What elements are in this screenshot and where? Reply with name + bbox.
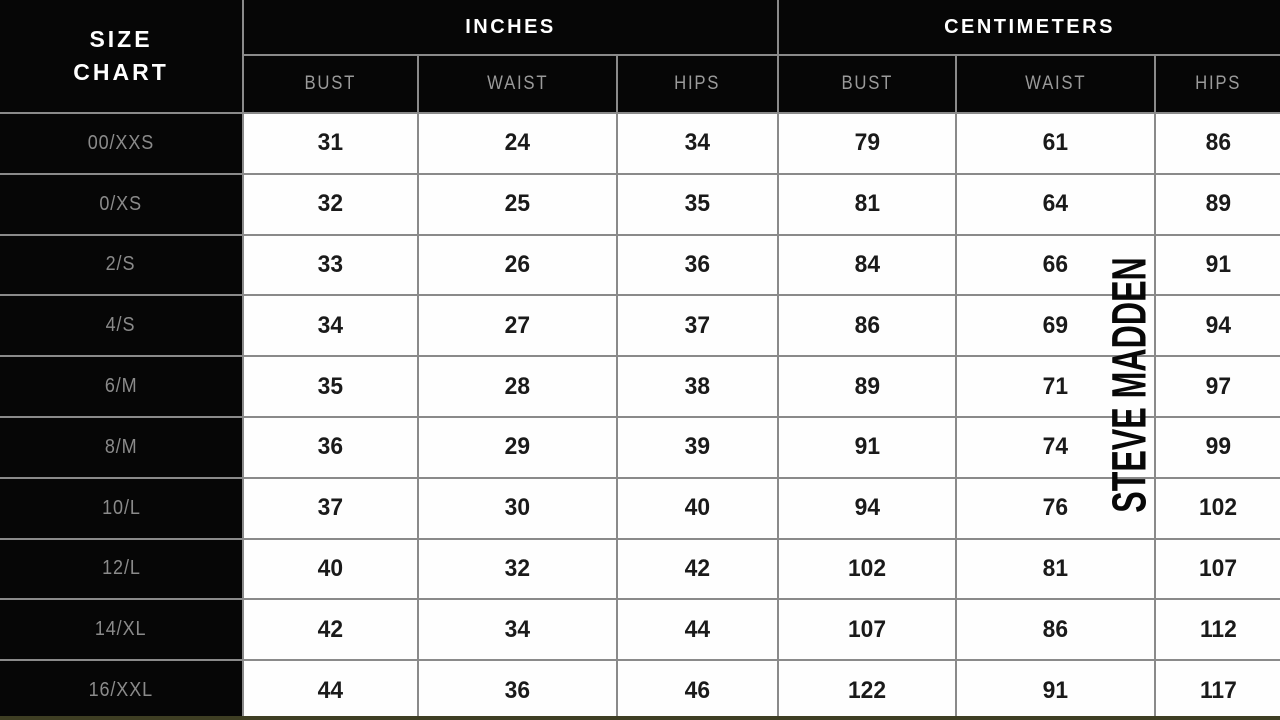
cell-value: 44 <box>684 615 711 643</box>
table-cell <box>957 540 1154 599</box>
row-label-10l <box>0 479 242 538</box>
row-label-4s <box>0 296 242 355</box>
cell-value: 40 <box>317 554 344 582</box>
row-label-8m <box>0 418 242 477</box>
table-cell <box>1156 479 1280 538</box>
column-header-label: BUST <box>841 73 893 94</box>
table-cell <box>618 600 777 659</box>
cell-value: 94 <box>854 494 880 522</box>
cell-value: 30 <box>504 494 531 522</box>
row-label-6m <box>0 357 242 416</box>
row-label-2s <box>0 236 242 295</box>
table-cell <box>419 357 616 416</box>
row-label-text: 8/M <box>104 435 138 458</box>
row-label-text: 6/M <box>104 375 138 398</box>
cell-value: 86 <box>1042 615 1069 643</box>
cell-value: 74 <box>1042 433 1069 461</box>
table-cell <box>244 661 417 720</box>
table-cell <box>618 236 777 295</box>
column-group-inches <box>244 0 777 54</box>
cell-value: 81 <box>1042 554 1069 582</box>
table-cell <box>244 540 417 599</box>
column-group-centimeters <box>779 0 1280 54</box>
table-cell <box>419 175 616 234</box>
table-cell <box>419 540 616 599</box>
cell-value: 89 <box>1205 190 1231 218</box>
cell-value: 31 <box>317 129 344 157</box>
table-cell <box>1156 236 1280 295</box>
cell-value: 99 <box>1205 433 1231 461</box>
cell-value: 76 <box>1042 494 1069 522</box>
table-cell <box>244 479 417 538</box>
table-cell <box>779 357 955 416</box>
cell-value: 37 <box>684 311 711 339</box>
cell-value: 36 <box>504 676 531 704</box>
table-cell <box>957 175 1154 234</box>
table-cell <box>244 114 417 173</box>
cell-value: 102 <box>847 554 887 582</box>
cell-value: 40 <box>684 494 711 522</box>
cell-value: 94 <box>1205 311 1231 339</box>
cell-value: 107 <box>1198 554 1238 582</box>
cell-value: 89 <box>854 372 880 400</box>
bottom-strip-divider <box>0 716 1280 720</box>
cell-value: 79 <box>854 129 880 157</box>
table-cell <box>779 418 955 477</box>
table-cell <box>244 296 417 355</box>
table-cell <box>957 600 1154 659</box>
cell-value: 66 <box>1042 250 1069 278</box>
cell-value: 33 <box>317 250 344 278</box>
row-label-text: 0/XS <box>99 192 143 215</box>
column-header-label: HIPS <box>674 73 721 94</box>
cell-value: 102 <box>1198 494 1238 522</box>
table-cell <box>1156 600 1280 659</box>
table-cell <box>779 600 955 659</box>
cell-value: 86 <box>854 311 880 339</box>
cell-value: 28 <box>504 372 531 400</box>
table-cell <box>1156 296 1280 355</box>
table-cell <box>618 296 777 355</box>
table-cell <box>419 236 616 295</box>
size-chart-title-line2: CHART <box>73 59 169 85</box>
cell-value: 38 <box>684 372 711 400</box>
table-cell <box>419 661 616 720</box>
table-cell <box>618 418 777 477</box>
column-group-centimeters-label: CENTIMETERS <box>944 15 1115 38</box>
column-header-cm-bust <box>779 56 955 112</box>
table-cell <box>419 418 616 477</box>
row-label-text: 10/L <box>101 496 141 519</box>
row-label-12l <box>0 540 242 599</box>
cell-value: 32 <box>317 190 344 218</box>
table-cell <box>244 236 417 295</box>
row-label-14xl <box>0 600 242 659</box>
cell-value: 117 <box>1199 676 1237 704</box>
table-cell <box>618 661 777 720</box>
cell-value: 36 <box>684 250 711 278</box>
table-cell <box>957 661 1154 720</box>
table-cell <box>618 540 777 599</box>
column-header-label: WAIST <box>1024 73 1087 94</box>
table-cell <box>618 479 777 538</box>
table-cell <box>244 418 417 477</box>
table-cell <box>957 114 1154 173</box>
column-header-inches-waist <box>419 56 616 112</box>
cell-value: 64 <box>1042 190 1069 218</box>
column-header-inches-hips <box>618 56 777 112</box>
row-label-text: 00/XXS <box>87 131 155 154</box>
cell-value: 42 <box>317 615 344 643</box>
table-cell <box>244 600 417 659</box>
table-cell <box>1156 418 1280 477</box>
cell-value: 29 <box>504 433 531 461</box>
table-cell <box>779 175 955 234</box>
cell-value: 81 <box>854 190 880 218</box>
table-cell <box>618 357 777 416</box>
cell-value: 27 <box>504 311 531 339</box>
cell-value: 24 <box>504 129 531 157</box>
cell-value: 46 <box>684 676 711 704</box>
cell-value: 34 <box>504 615 531 643</box>
row-label-0xs <box>0 175 242 234</box>
cell-value: 86 <box>1205 129 1231 157</box>
table-cell <box>419 296 616 355</box>
table-cell <box>779 661 955 720</box>
cell-value: 42 <box>684 554 711 582</box>
cell-value: 32 <box>504 554 531 582</box>
cell-value: 34 <box>684 129 711 157</box>
cell-value: 35 <box>317 372 344 400</box>
row-label-00xxs <box>0 114 242 173</box>
cell-value: 97 <box>1205 372 1231 400</box>
cell-value: 36 <box>317 433 344 461</box>
table-cell <box>419 600 616 659</box>
table-cell <box>1156 540 1280 599</box>
size-chart-title-line1: SIZE <box>89 26 153 52</box>
cell-value: 26 <box>504 250 531 278</box>
cell-value: 91 <box>1205 250 1231 278</box>
table-cell <box>1156 661 1280 720</box>
cell-value: 69 <box>1042 311 1069 339</box>
cell-value: 91 <box>1042 676 1069 704</box>
row-label-text: 12/L <box>101 557 141 580</box>
cell-value: 61 <box>1042 129 1069 157</box>
column-header-label: WAIST <box>486 73 549 94</box>
table-cell <box>419 479 616 538</box>
table-cell <box>1156 175 1280 234</box>
table-cell <box>244 357 417 416</box>
column-header-label: BUST <box>304 73 357 94</box>
column-header-cm-hips <box>1156 56 1280 112</box>
cell-value: 112 <box>1199 615 1237 643</box>
table-cell <box>419 114 616 173</box>
cell-value: 44 <box>317 676 344 704</box>
cell-value: 25 <box>504 190 531 218</box>
table-cell <box>779 540 955 599</box>
row-label-16xxl <box>0 661 242 720</box>
row-label-text: 2/S <box>106 253 136 276</box>
cell-value: 39 <box>684 433 711 461</box>
table-cell <box>618 175 777 234</box>
table-cell <box>779 479 955 538</box>
column-header-cm-waist <box>957 56 1154 112</box>
cell-value: 71 <box>1042 372 1069 400</box>
brand-watermark: STEVE MADDEN <box>1103 257 1157 513</box>
cell-value: 34 <box>317 311 344 339</box>
cell-value: 91 <box>854 433 880 461</box>
cell-value: 122 <box>847 676 887 704</box>
column-header-inches-bust <box>244 56 417 112</box>
table-cell <box>779 296 955 355</box>
size-chart-title <box>0 0 242 112</box>
column-group-inches-label: INCHES <box>465 15 556 38</box>
table-cell <box>244 175 417 234</box>
cell-value: 84 <box>854 250 880 278</box>
table-cell <box>1156 357 1280 416</box>
table-cell <box>779 114 955 173</box>
row-label-text: 4/S <box>106 314 136 337</box>
row-label-text: 16/XXL <box>88 679 154 702</box>
cell-value: 37 <box>317 494 344 522</box>
column-header-label: HIPS <box>1194 73 1242 94</box>
cell-value: 107 <box>847 615 887 643</box>
table-cell <box>779 236 955 295</box>
table-cell <box>1156 114 1280 173</box>
cell-value: 35 <box>684 190 711 218</box>
row-label-text: 14/XL <box>95 618 147 641</box>
table-cell <box>618 114 777 173</box>
